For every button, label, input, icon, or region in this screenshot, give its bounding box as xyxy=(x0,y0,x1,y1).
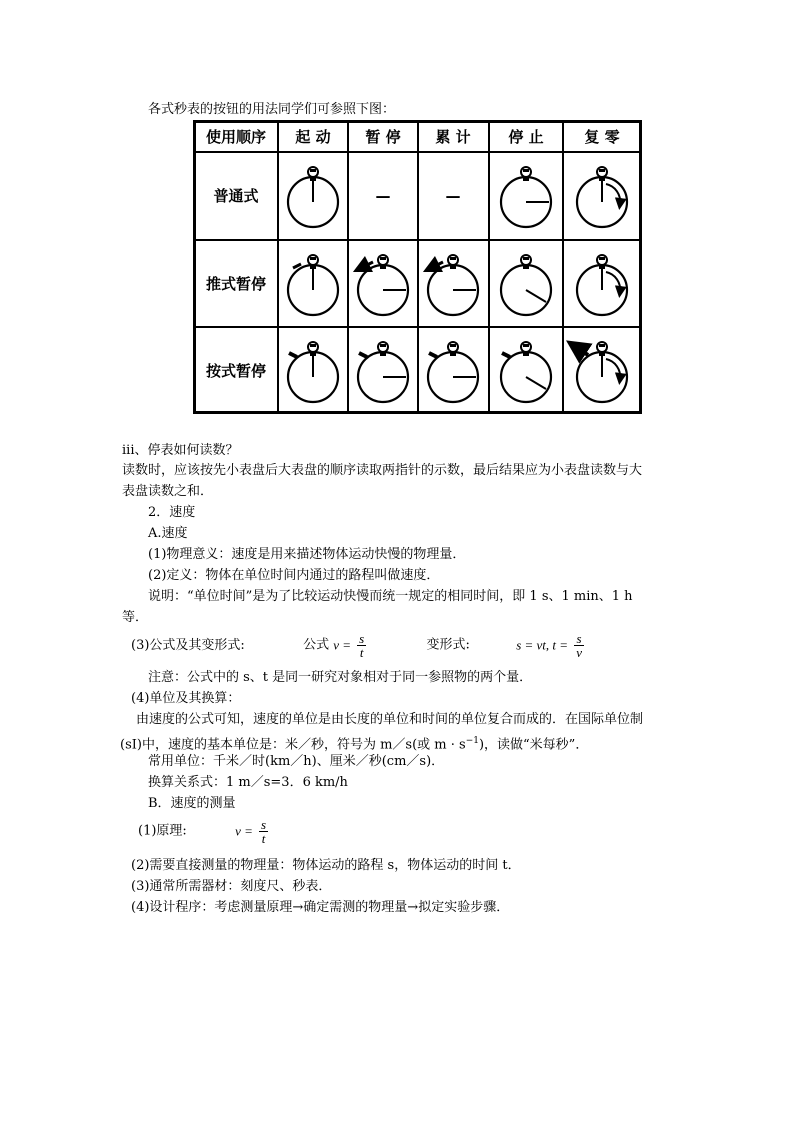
stopwatch-reset-icon xyxy=(577,255,627,315)
formula-label: 公式 xyxy=(303,637,330,653)
row-header-press-pause: 按式暂停 xyxy=(205,362,267,380)
speed-note-unit-time-end: 等． xyxy=(122,610,149,625)
formula-numerator: s xyxy=(359,631,365,646)
principle-numerator: s xyxy=(261,817,267,832)
formula-v: v = xyxy=(333,637,352,653)
formula-note: 注意：公式中的 s、t 是同一研究对象相对于同一参照物的两个量． xyxy=(148,670,533,685)
stopwatch-usage-table xyxy=(193,120,642,414)
conversion: 换算关系式：1 m／s=3．6 km/h xyxy=(148,775,348,790)
variant-fraction xyxy=(574,632,584,659)
col-header-stop: 停 止 xyxy=(508,128,544,146)
row-header-ordinary: 普通式 xyxy=(213,187,259,205)
measure-equipment: (3)通常所需器材：刻度尺、秒表． xyxy=(131,879,332,894)
stopwatch-reset-icon xyxy=(577,167,627,227)
speed-heading: 2．速度 xyxy=(148,505,196,520)
units-text-2-post: )，读做“米每秒”． xyxy=(478,737,589,753)
stopwatch-accumulate-icon xyxy=(428,255,478,315)
principle-fraction xyxy=(259,818,268,845)
speed-a-heading: A.速度 xyxy=(148,526,188,541)
section-iii-text-2: 表盘读数之和． xyxy=(122,484,214,499)
units-text-2-pre: (sI)中，速度的基本单位是：米／秒，符号为 m／s(或 m · s xyxy=(120,737,466,753)
stopwatch-accumulate-icon xyxy=(428,342,478,402)
stopwatch-start-icon xyxy=(288,167,338,227)
measure-quantities: (2)需要直接测量的物理量：物体运动的路程 s，物体运动的时间 t． xyxy=(131,858,521,873)
principle-v: v = xyxy=(235,823,253,839)
stopwatch-stop-icon xyxy=(501,167,551,227)
units-text-1: 由速度的公式可知，速度的单位是由长度的单位和时间的单位复合而成的．在国际单位制 xyxy=(136,712,644,727)
units-heading: (4)单位及其换算： xyxy=(131,691,241,706)
stopwatch-stop-icon xyxy=(501,255,551,315)
stopwatch-pause-icon xyxy=(358,255,408,315)
section-iii-text-1: 读数时，应该按先小表盘后大表盘的顺序读取两指针的示数，最后结果应为小表盘读数与大 xyxy=(122,463,643,478)
stopwatch-start-icon xyxy=(288,342,338,402)
stopwatch-reset-icon xyxy=(576,342,627,402)
stopwatch-pause-icon xyxy=(358,342,408,402)
formula-row xyxy=(131,632,586,666)
col-header-reset: 复 零 xyxy=(584,128,620,146)
table-corner-header: 使用顺序 xyxy=(205,128,267,146)
formula-fraction xyxy=(357,632,366,659)
speed-note-unit-time: 说明：“单位时间”是为了比较运动快慢而统一规定的相同时间，即 1 s、1 min、1 h xyxy=(148,589,633,604)
principle-row xyxy=(138,818,270,852)
stopwatch-stop-icon xyxy=(501,342,551,402)
units-text-2-sup: −1 xyxy=(465,736,479,746)
speed-b-heading: B．速度的测量 xyxy=(148,796,236,811)
common-units: 常用单位：千米／时(km／h)、厘米／秒(cm／s)． xyxy=(148,754,445,769)
row-header-push-pause: 推式暂停 xyxy=(205,275,267,293)
variant-expression: s = vt, t = xyxy=(516,637,569,653)
units-text-2 xyxy=(120,733,588,753)
variant-denominator: v xyxy=(576,645,582,660)
variant-numerator: s xyxy=(574,632,584,646)
col-header-pause: 暂 停 xyxy=(365,128,401,146)
measure-procedure: (4)设计程序：考虑测量原理→确定需测的物理量→拟定实验步骤． xyxy=(131,900,510,915)
section-iii-heading: iii、停表如何读数？ xyxy=(122,443,239,458)
col-header-start: 起 动 xyxy=(295,128,331,146)
dash-cell-accumulate: — xyxy=(445,187,461,205)
speed-meaning: (1)物理意义：速度是用来描述物体运动快慢的物理量． xyxy=(148,547,466,562)
stopwatch-start-icon xyxy=(288,255,338,315)
col-header-accumulate: 累 计 xyxy=(435,128,471,146)
formula-denominator: t xyxy=(359,645,364,660)
intro-text: 各式秒表的按钮的用法同学们可参照下图： xyxy=(148,102,396,117)
formula-section-label: (3)公式及其变形式: xyxy=(131,637,245,653)
variant-label: 变形式: xyxy=(426,637,470,653)
speed-definition: (2)定义：物体在单位时间内通过的路程叫做速度． xyxy=(148,568,440,583)
principle-denominator: t xyxy=(261,831,266,846)
principle-label: (1)原理: xyxy=(138,823,187,839)
dash-cell-pause: — xyxy=(375,187,391,205)
